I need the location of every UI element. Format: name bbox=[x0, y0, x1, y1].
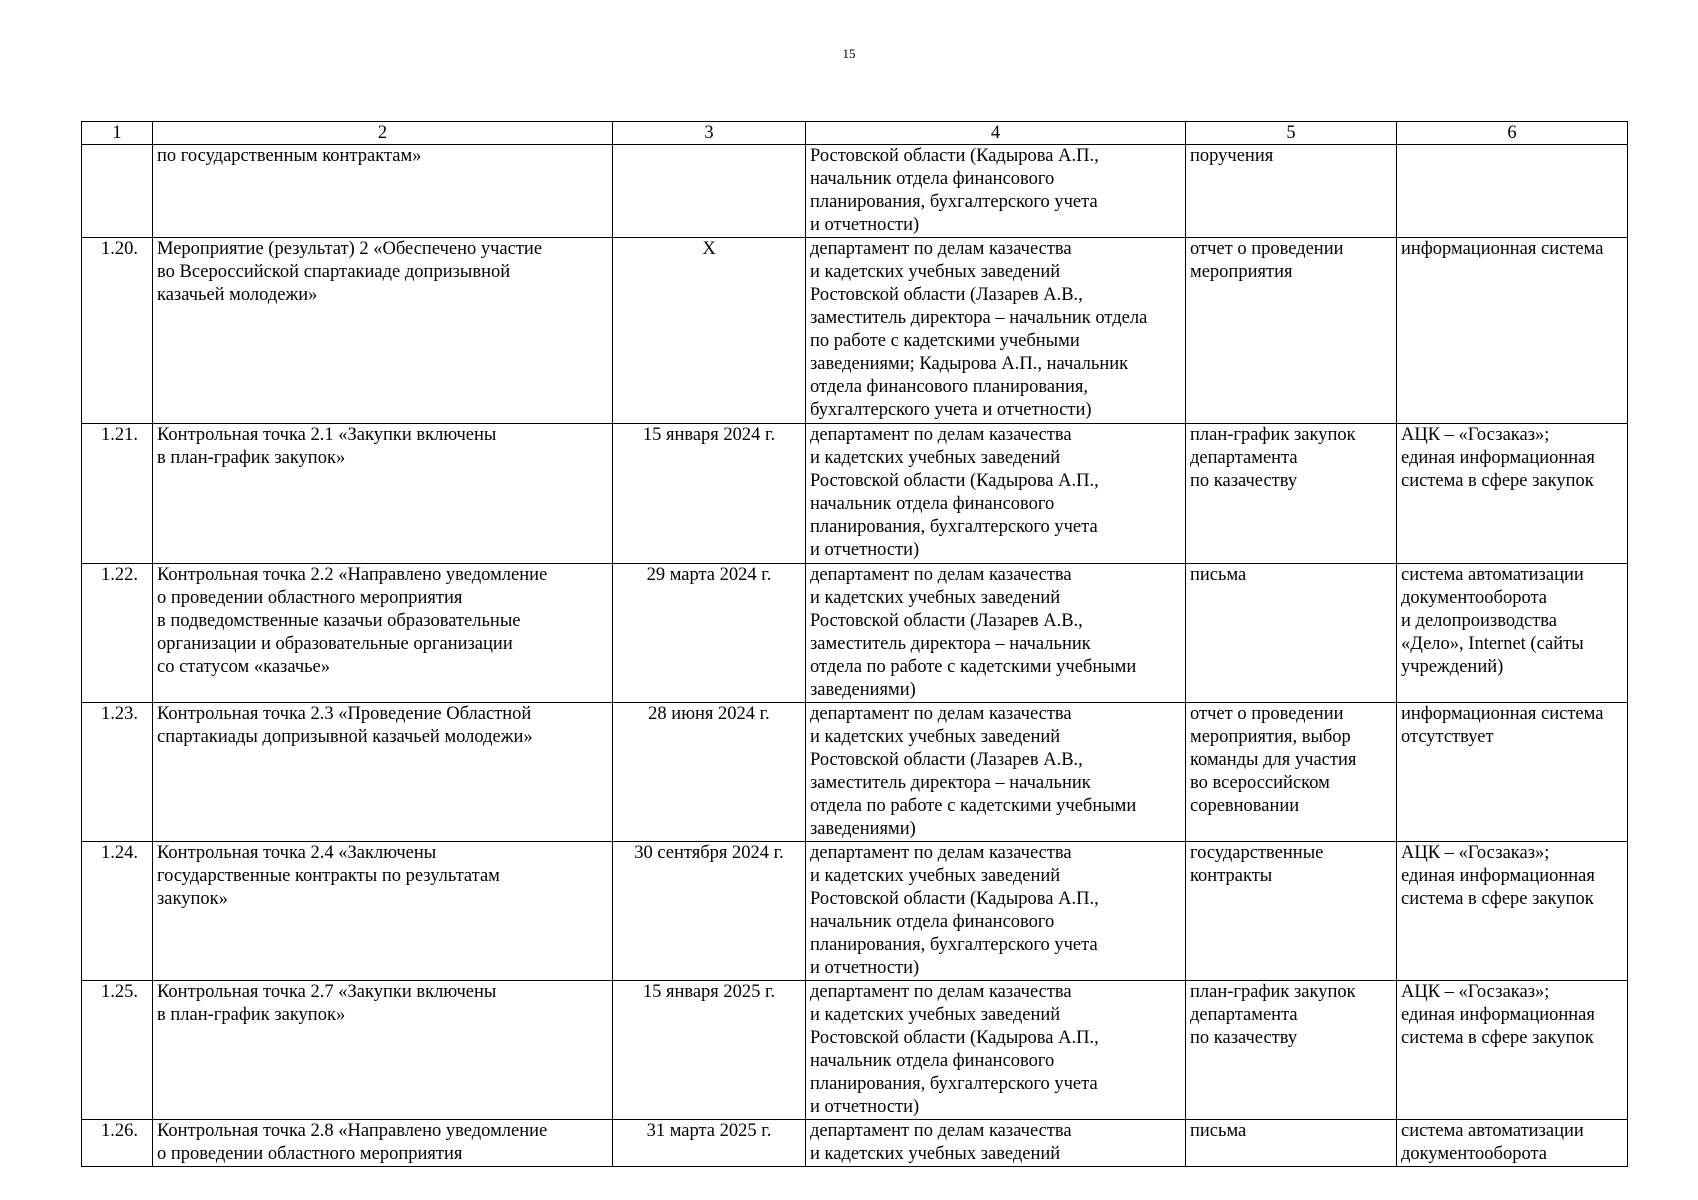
row-responsible: департамент по делам казачества и кадетских учебных заведений Ростовской области (Кадырова А.П., начальник отдела финансового планирования, бухгалтерского учета и отчетности) bbox=[806, 424, 1186, 564]
row-date: 31 марта 2025 г. bbox=[613, 1120, 806, 1167]
row-responsible: департамент по делам казачества и кадетских учебных заведений Ростовской области (Лазарев А.В., заместитель директора – начальник отдела по работе с кадетскими учебными заведениями; Кадырова А.П., начальник отдела финансового планирования, бухгалтерского учета и отчетности) bbox=[806, 238, 1186, 424]
page-number: 15 bbox=[842, 46, 856, 61]
row-info-system: система автоматизации документооборота и делопроизводства «Дело», Internet (сайты учреждений) bbox=[1397, 564, 1628, 703]
row-info-system: информационная система отсутствует bbox=[1397, 703, 1628, 842]
row-info-system: система автоматизации документооборота bbox=[1397, 1120, 1628, 1167]
row-document: отчет о проведении мероприятия, выбор команды для участия во всероссийском соревновании bbox=[1186, 703, 1397, 842]
row-number: 1.25. bbox=[82, 981, 153, 1120]
column-header: 3 bbox=[613, 122, 806, 145]
row-responsible: департамент по делам казачества и кадетских учебных заведений Ростовской области (Лазарев А.В., заместитель директора – начальник отдела по работе с кадетскими учебными заведениями) bbox=[806, 703, 1186, 842]
row-event-name: Контрольная точка 2.8 «Направлено уведомление о проведении областного мероприятия bbox=[153, 1120, 613, 1167]
header-row bbox=[82, 122, 1628, 145]
table-row bbox=[82, 238, 1628, 424]
row-document: государственные контракты bbox=[1186, 842, 1397, 981]
column-header: 6 bbox=[1397, 122, 1628, 145]
row-info-system: АЦК – «Госзаказ»; единая информационная система в сфере закупок bbox=[1397, 424, 1628, 564]
row-responsible: департамент по делам казачества и кадетских учебных заведений Ростовской области (Лазарев А.В., заместитель директора – начальник отдела по работе с кадетскими учебными заведениями) bbox=[806, 564, 1186, 703]
row-responsible: департамент по делам казачества и кадетских учебных заведений Ростовской области (Кадырова А.П., начальник отдела финансового планирования, бухгалтерского учета и отчетности) bbox=[806, 842, 1186, 981]
row-date: Х bbox=[613, 238, 806, 424]
row-number: 1.21. bbox=[82, 424, 153, 564]
table-row bbox=[82, 842, 1628, 981]
column-header: 5 bbox=[1186, 122, 1397, 145]
table-row bbox=[82, 703, 1628, 842]
row-number: 1.20. bbox=[82, 238, 153, 424]
row-info-system bbox=[1397, 145, 1628, 238]
row-event-name: Контрольная точка 2.3 «Проведение Областной спартакиады допризывной казачьей молодежи» bbox=[153, 703, 613, 842]
row-info-system: информационная система bbox=[1397, 238, 1628, 424]
row-number: 1.23. bbox=[82, 703, 153, 842]
row-event-name: Контрольная точка 2.1 «Закупки включены в план-график закупок» bbox=[153, 424, 613, 564]
row-date: 15 января 2024 г. bbox=[613, 424, 806, 564]
row-date: 30 сентября 2024 г. bbox=[613, 842, 806, 981]
row-date bbox=[613, 145, 806, 238]
row-document: поручения bbox=[1186, 145, 1397, 238]
row-event-name: Контрольная точка 2.4 «Заключены государственные контракты по результатам закупок» bbox=[153, 842, 613, 981]
table-row bbox=[82, 424, 1628, 564]
row-date: 29 марта 2024 г. bbox=[613, 564, 806, 703]
row-responsible: департамент по делам казачества и кадетских учебных заведений bbox=[806, 1120, 1186, 1167]
table-row bbox=[82, 145, 1628, 238]
row-event-name: Мероприятие (результат) 2 «Обеспечено участие во Всероссийской спартакиаде допризывной казачьей молодежи» bbox=[153, 238, 613, 424]
row-responsible: Ростовской области (Кадырова А.П., начальник отдела финансового планирования, бухгалтерского учета и отчетности) bbox=[806, 145, 1186, 238]
row-document: письма bbox=[1186, 1120, 1397, 1167]
plan-table bbox=[81, 121, 1628, 1167]
row-event-name: по государственным контрактам» bbox=[153, 145, 613, 238]
table-row bbox=[82, 1120, 1628, 1167]
row-responsible: департамент по делам казачества и кадетских учебных заведений Ростовской области (Кадырова А.П., начальник отдела финансового планирования, бухгалтерского учета и отчетности) bbox=[806, 981, 1186, 1120]
table-row bbox=[82, 564, 1628, 703]
row-number: 1.24. bbox=[82, 842, 153, 981]
row-event-name: Контрольная точка 2.2 «Направлено уведомление о проведении областного мероприятия в подведомственные казачьи образовательные организации и образовательные организации со статусом «казачье» bbox=[153, 564, 613, 703]
row-info-system: АЦК – «Госзаказ»; единая информационная система в сфере закупок bbox=[1397, 981, 1628, 1120]
row-document: письма bbox=[1186, 564, 1397, 703]
row-event-name: Контрольная точка 2.7 «Закупки включены в план-график закупок» bbox=[153, 981, 613, 1120]
row-number bbox=[82, 145, 153, 238]
row-number: 1.26. bbox=[82, 1120, 153, 1167]
column-header: 2 bbox=[153, 122, 613, 145]
table-row bbox=[82, 981, 1628, 1120]
row-info-system: АЦК – «Госзаказ»; единая информационная система в сфере закупок bbox=[1397, 842, 1628, 981]
row-date: 15 января 2025 г. bbox=[613, 981, 806, 1120]
column-header: 4 bbox=[806, 122, 1186, 145]
row-document: план-график закупок департамента по казачеству bbox=[1186, 981, 1397, 1120]
row-number: 1.22. bbox=[82, 564, 153, 703]
column-header: 1 bbox=[82, 122, 153, 145]
row-date: 28 июня 2024 г. bbox=[613, 703, 806, 842]
row-document: план-график закупок департамента по казачеству bbox=[1186, 424, 1397, 564]
row-document: отчет о проведении мероприятия bbox=[1186, 238, 1397, 424]
